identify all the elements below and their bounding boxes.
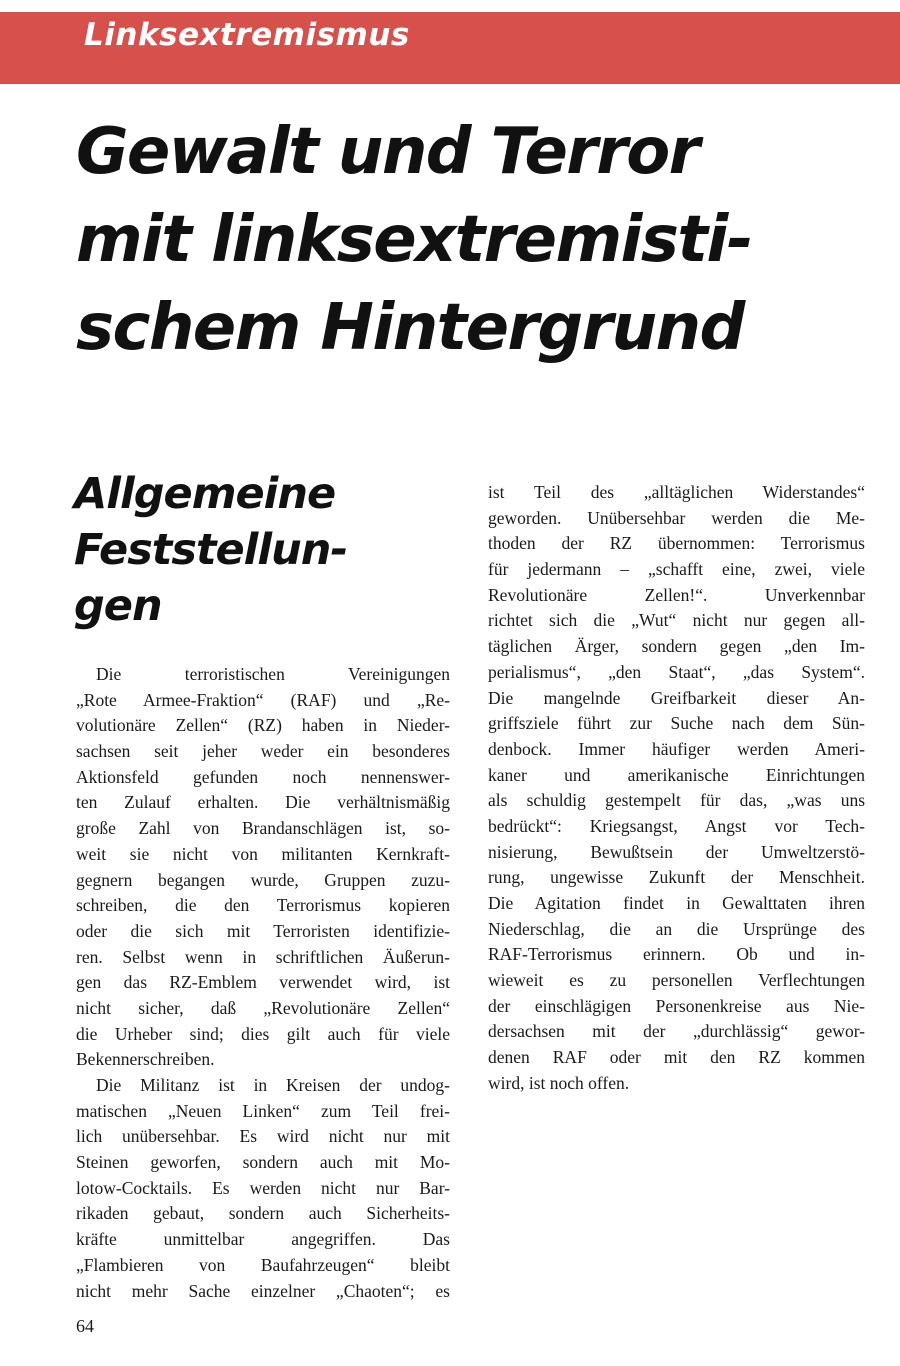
- text-line: matischen „Neuen Linken“ zum Teil frei-: [76, 1100, 450, 1121]
- text-line: wieweit es zu personellen Verflechtungen: [488, 970, 865, 991]
- text-line: richtet sich die „Wut“ nicht nur gegen all-: [488, 610, 865, 631]
- text-line: geworden. Unübersehbar werden die Me-: [488, 507, 865, 528]
- text-line: bedrückt“: Kriegsangst, Angst vor Tech-: [488, 815, 865, 836]
- text-line: Die Militanz ist in Kreisen der undog-: [96, 1075, 450, 1095]
- text-line: kaner und amerikanische Einrichtungen: [488, 764, 865, 785]
- text-line: nicht sicher, daß „Revolutionäre Zellen“: [76, 997, 450, 1018]
- text-line: denen RAF oder mit den RZ kommen: [488, 1047, 865, 1068]
- text-line: rung, ungewisse Zukunft der Menschheit.: [488, 867, 865, 888]
- text-line: für jedermann – „schafft eine, zwei, viele: [488, 559, 865, 580]
- section-heading: [74, 466, 347, 634]
- text-line: denbock. Immer häufiger werden Ameri-: [488, 738, 865, 759]
- text-line: sachsen seit jeher weder ein besonderes: [76, 741, 450, 762]
- paragraph: [488, 480, 865, 1097]
- text-line: Revolutionäre Zellen!“. Unverkennbar: [488, 584, 865, 605]
- text-line: thoden der RZ übernommen: Terrorismus: [488, 533, 865, 554]
- text-line: weit sie nicht von militanten Kernkraft-: [76, 843, 450, 864]
- text-line: Die terroristischen Vereinigungen: [96, 664, 450, 684]
- text-line: „Flambieren von Baufahrzeugen“ bleibt: [76, 1254, 450, 1275]
- text-line: oder die sich mit Terroristen identifizie-: [76, 920, 450, 941]
- headline-line: mit linksextremisti-: [76, 203, 752, 277]
- text-line: Die mangelnde Greifbarkeit dieser An-: [488, 687, 865, 708]
- text-line: Aktionsfeld gefunden noch nennenswer-: [76, 766, 450, 787]
- text-line: RAF-Terrorismus erinnern. Ob und in-: [488, 944, 865, 965]
- text-line: perialismus“, „den Staat“, „das System“.: [488, 661, 865, 682]
- text-line: Steinen geworfen, sondern auch mit Mo-: [76, 1152, 450, 1173]
- headline-line: schem Hintergrund: [76, 291, 744, 365]
- paragraph: [76, 662, 450, 1073]
- text-line: dersachsen mit der „durchlässig“ gewor-: [488, 1021, 865, 1042]
- left-text-column: [76, 662, 450, 1304]
- text-line: Bekennerschreiben.: [76, 1049, 215, 1070]
- paragraph: [76, 1073, 450, 1304]
- section-heading-line: gen: [74, 581, 162, 631]
- text-line: Die Agitation findet in Gewalttaten ihren: [488, 893, 865, 913]
- section-category-label: Linksextremismus: [84, 17, 410, 53]
- text-line: nisierung, Bewußtsein der Umweltzerstö-: [488, 841, 865, 862]
- article-headline: [76, 108, 752, 372]
- text-line: ren. Selbst wenn in schriftlichen Äußerun-: [76, 946, 450, 967]
- text-line: griffsziele führt zur Suche nach dem Sün-: [488, 713, 865, 734]
- section-heading-line: Allgemeine: [74, 469, 336, 519]
- text-line: täglichen Ärger, sondern gegen „den Im-: [488, 636, 865, 657]
- headline-line: Gewalt und Terror: [76, 115, 699, 189]
- page-number: 64: [76, 1316, 94, 1336]
- text-line: lich unübersehbar. Es wird nicht nur mit: [76, 1126, 450, 1147]
- text-line: volutionäre Zellen“ (RZ) haben in Nieder-: [76, 715, 450, 736]
- text-line: der einschlägigen Personenkreise aus Nie-: [488, 995, 865, 1016]
- text-line: als schuldig gestempelt für das, „was uns: [488, 790, 865, 811]
- text-line: gen das RZ-Emblem verwendet wird, ist: [76, 972, 450, 993]
- text-line: ist Teil des „alltäglichen Widerstandes“: [488, 482, 865, 502]
- text-line: große Zahl von Brandanschlägen ist, so-: [76, 818, 450, 839]
- text-line: lotow-Cocktails. Es werden nicht nur Bar-: [76, 1177, 450, 1198]
- text-line: schreiben, die den Terrorismus kopieren: [76, 895, 450, 916]
- text-line: ten Zulauf erhalten. Die verhältnismäßig: [76, 792, 450, 813]
- text-line: nicht mehr Sache einzelner „Chaoten“; es: [76, 1280, 450, 1301]
- text-line: „Rote Armee-Fraktion“ (RAF) und „Re-: [76, 689, 450, 710]
- text-line: die Urheber sind; dies gilt auch für viele: [76, 1023, 450, 1044]
- text-line: kräfte unmittelbar angegriffen. Das: [76, 1229, 450, 1250]
- section-heading-line: Feststellun-: [74, 525, 348, 575]
- text-line: rikaden gebaut, sondern auch Sicherheits-: [76, 1203, 450, 1224]
- right-text-column: [488, 480, 865, 1097]
- text-line: wird, ist noch offen.: [488, 1072, 630, 1093]
- text-line: gegnern begangen wurde, Gruppen zuzu-: [76, 869, 450, 890]
- text-line: Niederschlag, die an die Ursprünge des: [488, 918, 865, 939]
